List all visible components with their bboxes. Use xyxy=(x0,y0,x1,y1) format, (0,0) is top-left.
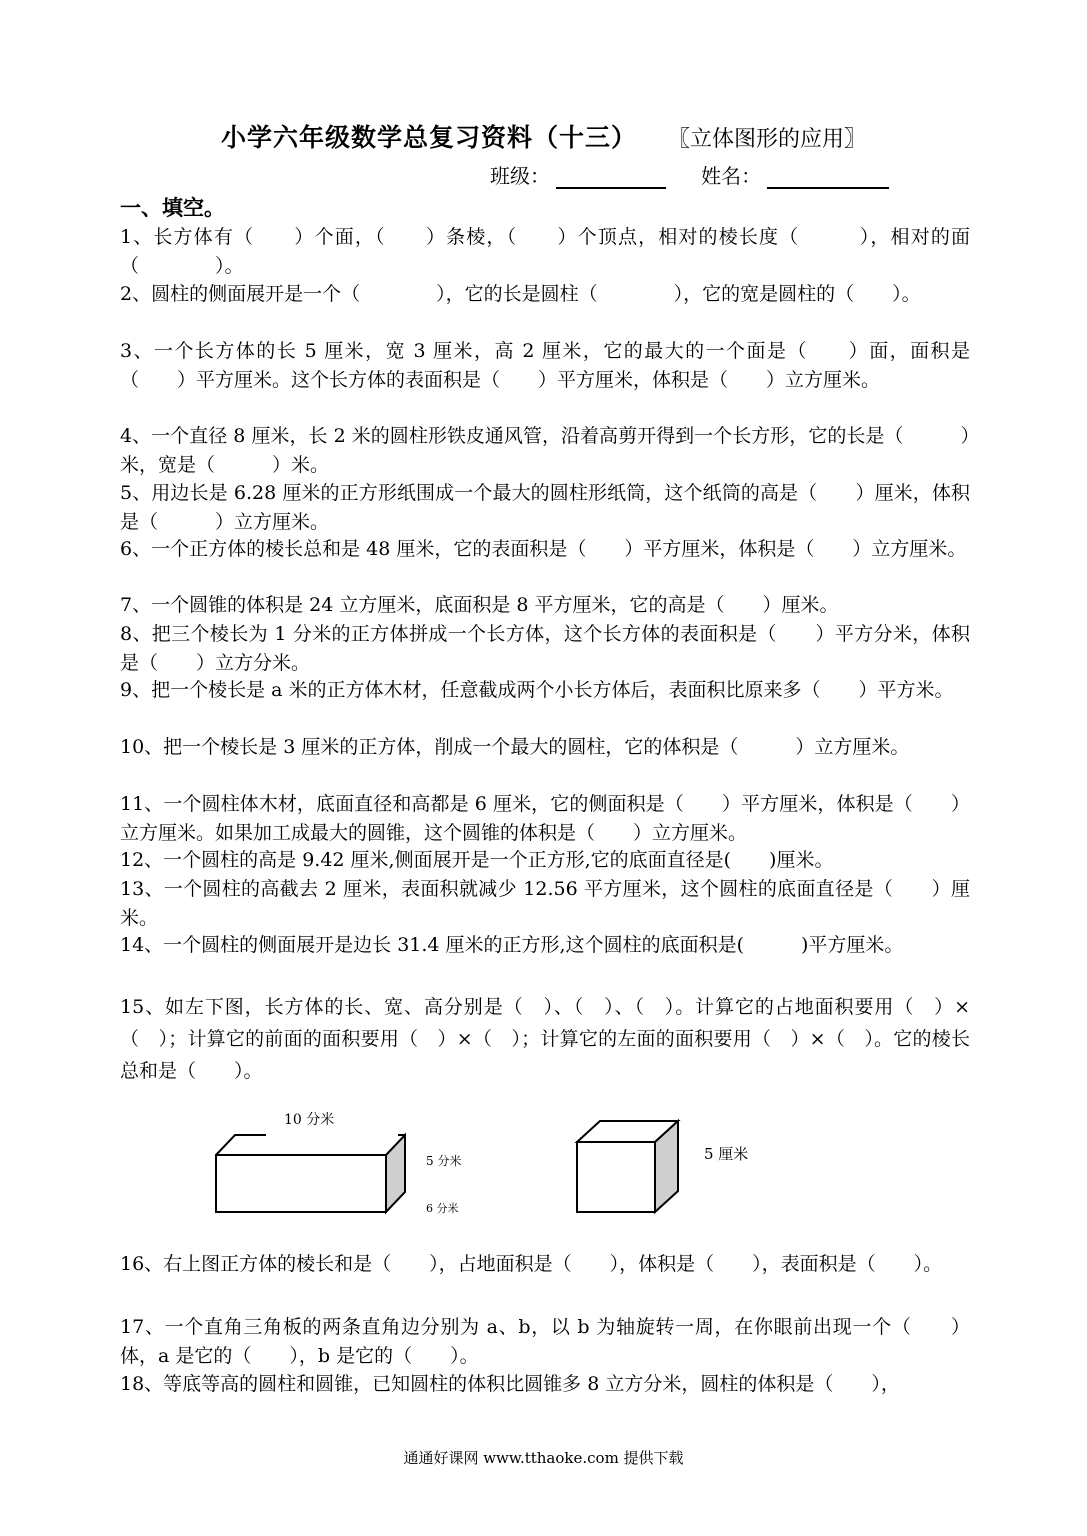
page-subtitle: 〖立体图形的应用〗 xyxy=(668,127,867,152)
student-info xyxy=(490,160,889,189)
section-heading: 一、填空。 xyxy=(120,195,225,220)
cuboid-length-label: 10 分米 xyxy=(284,1112,335,1128)
question-9: 9、把一个棱长是 a 米的正方体木材，任意截成两个小长方体后，表面积比原来多（ ）平方米。 xyxy=(120,679,954,701)
solid-figures xyxy=(200,1100,749,1230)
question-7: 7、一个圆锥的体积是 24 立方厘米，底面积是 8 平方厘米，它的高是（ ）厘米。 xyxy=(120,594,839,616)
cube-figure xyxy=(577,1121,678,1212)
question-4: 4、一个直径 8 厘米，长 2 米的圆柱形铁皮通风管，沿着高剪开得到一个长方形，它的长是（ ）米，宽是（ ）米。 xyxy=(120,425,970,476)
title-row xyxy=(0,118,1087,154)
question-15: 15、如左下图，长方体的长、宽、高分别是（ ）、（ ）、（ ）。计算它的占地面积要用（ ）×（ ）；计算它的前面的面积要用（ ）×（ ）；计算它的左面的面积要用（ ）×（ ）。它的棱长总和是（ ）。 xyxy=(120,996,970,1082)
page-title: 小学六年级数学总复习资料（十三） xyxy=(220,123,637,152)
question-12: 12、一个圆柱的高是 9.42 厘米,侧面展开是一个正方形,它的底面直径是( )厘米。 xyxy=(120,849,834,871)
question-17: 17、一个直角三角板的两条直角边分别为 a、b，以 b 为轴旋转一周，在你眼前出现一个（ ）体，a 是它的（ ），b 是它的（ ）。 xyxy=(120,1316,970,1367)
question-11: 11、一个圆柱体木材，底面直径和高都是 6 厘米，它的侧面积是（ ）平方厘米，体积是（ ）立方厘米。如果加工成最大的圆锥，这个圆锥的体积是（ ）立方厘米。 xyxy=(120,793,970,844)
cuboid-width-label: 6 分米 xyxy=(426,1202,459,1215)
cuboid-height-label: 5 分米 xyxy=(426,1154,462,1168)
footer-credit: 通通好课网 www.tthaoke.com 提供下载 xyxy=(403,1449,684,1467)
question-5: 5、用边长是 6.28 厘米的正方形纸围成一个最大的圆柱形纸筒，这个纸筒的高是（ ）厘米，体积是（ ）立方厘米。 xyxy=(120,482,970,533)
question-14: 14、一个圆柱的侧面展开是边长 31.4 厘米的正方形,这个圆柱的底面积是( )平方厘米。 xyxy=(120,934,904,956)
question-18: 18、等底等高的圆柱和圆锥，已知圆柱的体积比圆锥多 8 立方分米，圆柱的体积是（ ）， xyxy=(120,1373,900,1395)
question-10: 10、把一个棱长是 3 厘米的正方体，削成一个最大的圆柱，它的体积是（ ）立方厘米。 xyxy=(120,736,910,758)
class-label: 班级： xyxy=(490,164,550,188)
name-label: 姓名： xyxy=(701,164,762,188)
question-8: 8、把三个棱长为 1 分米的正方体拼成一个长方体，这个长方体的表面积是（ ）平方分米，体积是（ ）立方分米。 xyxy=(120,623,970,674)
class-blank xyxy=(556,167,666,189)
figure-svg xyxy=(200,1100,749,1230)
name-blank xyxy=(767,167,889,189)
question-16: 16、右上图正方体的棱长和是（ ），占地面积是（ ），体积是（ ），表面积是（ ）。 xyxy=(120,1253,943,1275)
question-6: 6、一个正方体的棱长总和是 48 厘米，它的表面积是（ ）平方厘米，体积是（ ）立方厘米。 xyxy=(120,538,967,560)
question-2: 2、圆柱的侧面展开是一个（ ），它的长是圆柱（ ），它的宽是圆柱的（ ）。 xyxy=(120,283,921,305)
cuboid-figure xyxy=(216,1135,405,1212)
cube-edge-label: 5 厘米 xyxy=(704,1145,749,1163)
question-13: 13、一个圆柱的高截去 2 厘米，表面积就减少 12.56 平方厘米，这个圆柱的底面直径是（ ）厘米。 xyxy=(120,878,970,929)
question-3: 3、一个长方体的长 5 厘米，宽 3 厘米，高 2 厘米，它的最大的一个面是（ ）面，面积是（ ）平方厘米。这个长方体的表面积是（ ）平方厘米，体积是（ ）立方厘米。 xyxy=(120,340,970,391)
question-1: 1、长方体有（ ）个面，（ ）条棱，（ ）个顶点，相对的棱长度（ ），相对的面（ ）。 xyxy=(120,226,970,277)
